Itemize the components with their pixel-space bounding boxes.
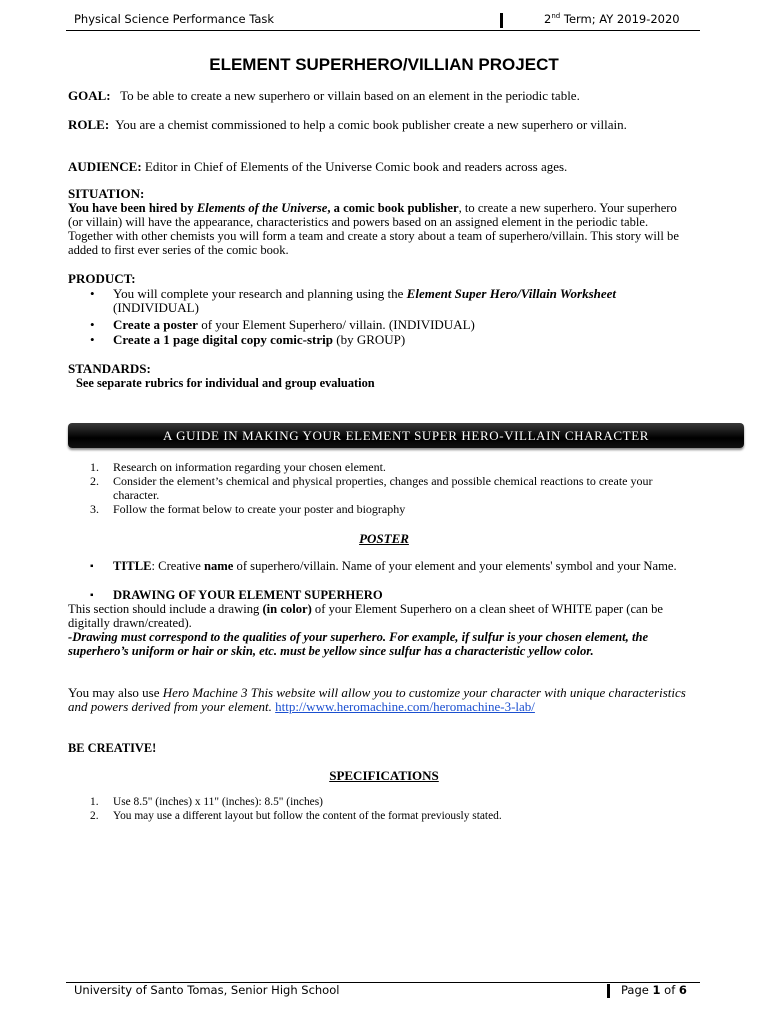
standards-text [76, 376, 704, 390]
be-creative [68, 741, 696, 755]
product-item-3-text: (by GROUP) [333, 332, 406, 347]
audience-label: AUDIENCE: [68, 159, 142, 174]
product-item-1-tail: (INDIVIDUAL) [113, 300, 199, 315]
goal-paragraph [68, 89, 696, 103]
situation-paragraph [68, 201, 690, 257]
product-item-2 [90, 318, 650, 332]
product-item-3-bold: Create a 1 page digital copy comic-strip [113, 332, 333, 347]
list-item [68, 795, 668, 809]
page-number [621, 983, 687, 997]
audience-text: Editor in Chief of Elements of the Universe Comic book and readers across ages. [144, 159, 568, 174]
situation-label [68, 187, 696, 201]
term-suffix: nd [551, 12, 561, 21]
poster-title-item [90, 559, 695, 573]
header-term [544, 12, 680, 26]
list-item [68, 502, 668, 516]
bullet-icon: • [90, 317, 95, 332]
footer-divider [607, 984, 610, 998]
product-label [68, 272, 696, 286]
role-text: You are a chemist commissioned to help a comic book publisher create a new superhero or villain. [115, 117, 627, 132]
goal-label: GOAL: [68, 88, 111, 103]
header-divider [500, 13, 503, 28]
guide-banner-text: A GUIDE IN MAKING YOUR ELEMENT SUPER HERO-VILLAIN CHARACTER [162, 428, 650, 443]
current-page: 1 [652, 983, 661, 997]
poster-heading: POSTER [359, 531, 409, 546]
role-paragraph [68, 118, 686, 132]
bullet-icon: • [90, 332, 95, 347]
list-item [68, 474, 668, 502]
list-text: Consider the element’s chemical and physical properties, changes and possible chemical reactions to create your character. [113, 474, 653, 502]
hero-machine-link[interactable]: http://www.heromachine.com/heromachine-3-lab/ [275, 699, 535, 714]
term-year: Term; AY 2019-2020 [560, 12, 680, 26]
drawing-text-2: of your Element Superhero on a clean sheet of WHITE paper (can be digitally drawn/created). [68, 602, 663, 630]
total-pages: 6 [678, 983, 687, 997]
role-label: ROLE: [68, 117, 110, 132]
guide-steps-list [68, 460, 668, 516]
list-item [68, 809, 668, 823]
drawing-label: DRAWING OF YOUR ELEMENT SUPERHERO [113, 588, 383, 602]
product-heading: PRODUCT: [68, 271, 136, 286]
situation-bold-tail: , a comic book publisher [327, 201, 459, 215]
standards-note: See separate rubrics for individual and group evaluation [76, 376, 375, 390]
poster-title-text: : Creative [151, 559, 204, 573]
hero-machine-paragraph [68, 686, 696, 714]
drawing-text: This section should include a drawing [68, 602, 263, 616]
list-number: 2. [90, 474, 99, 488]
product-item-2-bold: Create a poster [113, 317, 198, 332]
guide-banner [68, 423, 744, 448]
situation-heading: SITUATION: [68, 186, 145, 201]
goal-text: To be able to create a new superhero or villain based on an element in the periodic table. [120, 88, 580, 103]
bullet-icon: • [90, 286, 95, 301]
list-number: 1. [90, 460, 99, 474]
poster-title-text-2: of superhero/villain. Name of your element and your elements' symbol and your Name. [233, 559, 677, 573]
specifications-heading: SPECIFICATIONS [329, 768, 439, 783]
poster-drawing-item [90, 588, 695, 602]
square-bullet-icon: ▪ [90, 590, 94, 601]
list-number: 3. [90, 502, 99, 516]
audience-paragraph [68, 160, 696, 174]
page-footer [66, 982, 700, 999]
specs-list [68, 795, 668, 823]
publisher-name: Elements of the Universe [196, 201, 328, 215]
drawing-note [68, 630, 700, 658]
product-item-2-text: of your Element Superhero/ villain. (INDIVIDUAL) [197, 317, 475, 332]
standards-label [68, 362, 696, 376]
page-header [66, 12, 700, 31]
term-number: 2 [544, 12, 552, 26]
poster-title-label: TITLE [113, 559, 152, 573]
be-creative-text: BE CREATIVE! [68, 741, 157, 755]
drawing-paragraph [68, 602, 700, 630]
drawing-note-text: -Drawing must correspond to the qualities of your superhero. For example, if sulfur is your chosen element, the superhero’s uniform or hair or skin, etc. must be yellow since sulfur has a characteristic yellow color. [68, 630, 649, 658]
product-item-1-text: You will complete your research and planning using the [113, 286, 407, 301]
square-bullet-icon: ▪ [90, 561, 94, 572]
of-word: of [660, 983, 679, 997]
page-title: ELEMENT SUPERHERO/VILLIAN PROJECT [209, 55, 559, 74]
product-item-3 [90, 333, 650, 347]
product-item-1 [90, 287, 650, 315]
list-number: 1. [90, 796, 99, 808]
list-text: Use 8.5" (inches) x 11" (inches): 8.5" (inches) [113, 796, 323, 808]
list-text: You may use a different layout but follow the content of the format previously stated. [113, 810, 502, 822]
footer-school: University of Santo Tomas, Senior High School [74, 983, 340, 997]
hero-machine-desc: Hero Machine 3 This website will allow you to customize your character with unique characteristics and powers derived from your element. [68, 685, 686, 714]
standards-heading: STANDARDS: [68, 361, 151, 376]
list-number: 2. [90, 810, 99, 822]
list-item [68, 460, 668, 474]
page-word: Page [621, 983, 653, 997]
situation-text: , to create a new superhero. Your superhero (or villain) will have the appearance, characteristics and powers based on an assigned element in the periodic table. Together with other chemists you will form a team and create a story about a team of superhero/villain. This story will be added to first ever series of the comic book. [68, 201, 679, 257]
hero-text: You may also use [68, 685, 163, 700]
list-text: Research on information regarding your chosen element. [113, 460, 386, 474]
poster-title-bold: name [203, 559, 234, 573]
situation-bold-lead: You have been hired by [68, 201, 197, 215]
header-course: Physical Science Performance Task [74, 12, 275, 26]
list-text: Follow the format below to create your poster and biography [113, 502, 406, 516]
worksheet-name: Element Super Hero/Villain Worksheet [406, 286, 617, 301]
drawing-bold: (in color) [262, 602, 312, 616]
